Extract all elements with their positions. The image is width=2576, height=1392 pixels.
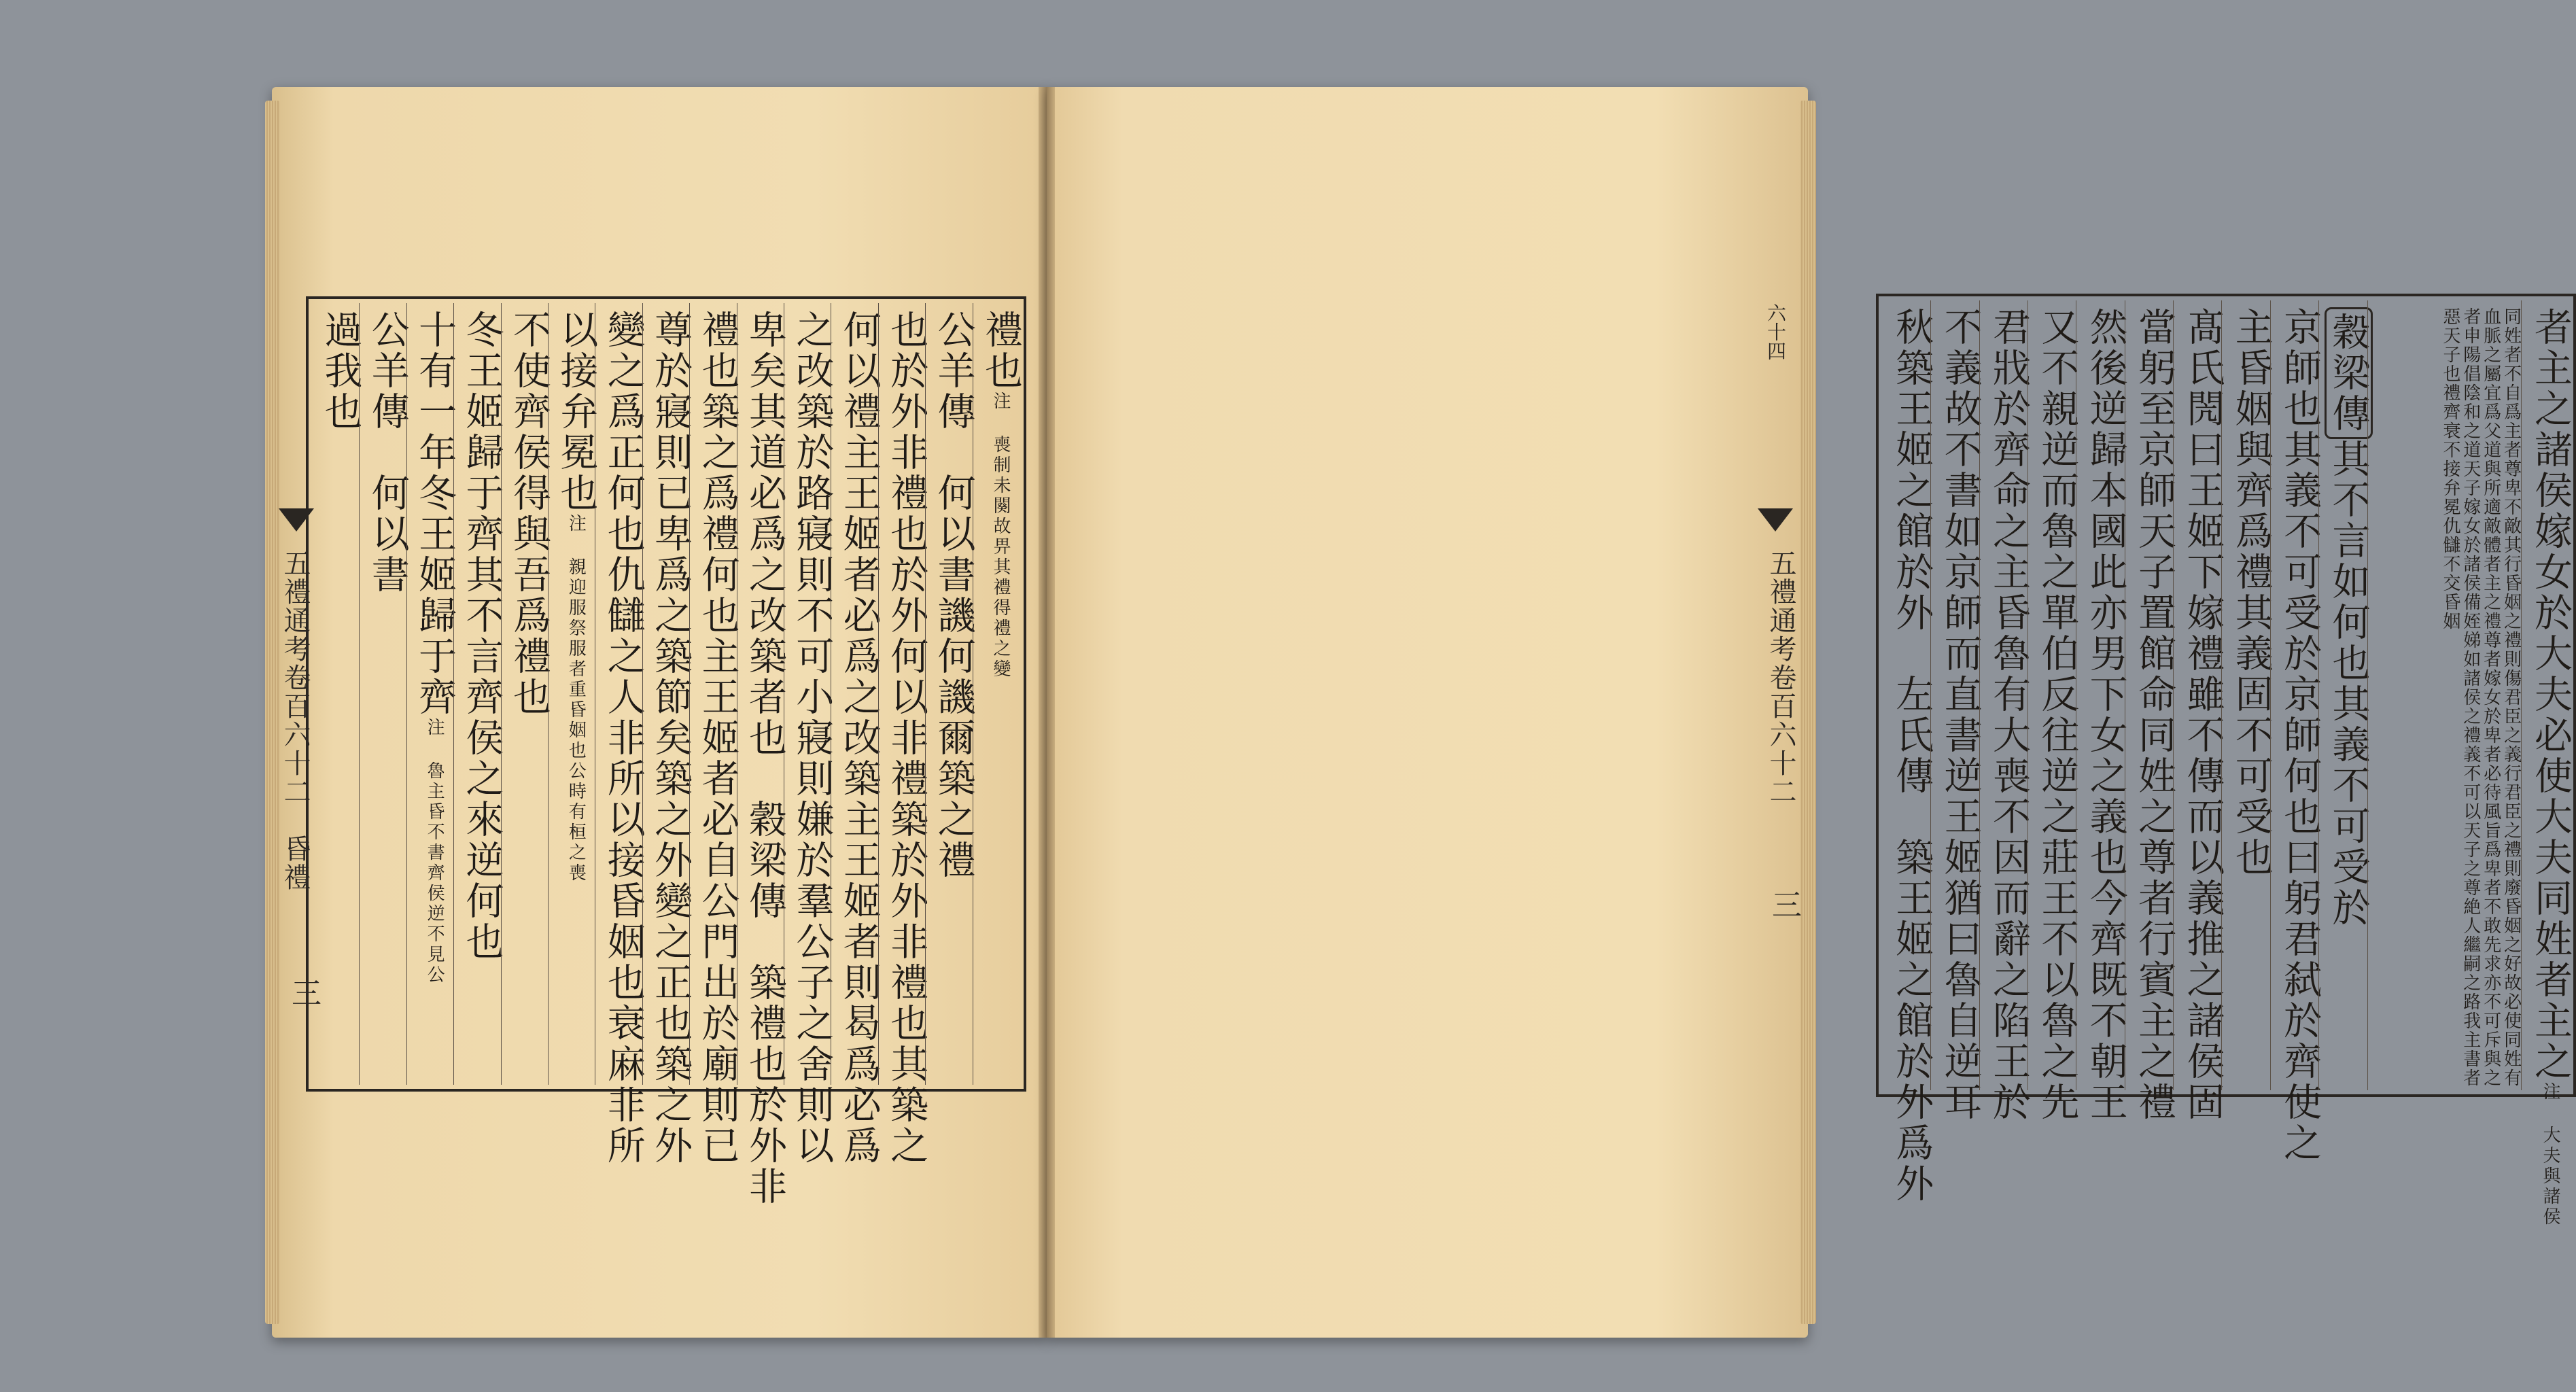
text-column: 禮也注 喪制未闋故畀其禮得禮之變 <box>973 303 1020 1085</box>
right-top-label: 六十四 <box>1764 303 1787 360</box>
text-column: 又不親逆而魯之單伯反往逆之莊王不以魯之先 <box>2027 300 2076 1090</box>
right-page <box>1047 87 2573 1338</box>
text-column: 公羊傳 何以書譏何譏爾築之禮 <box>925 303 972 1085</box>
text-column: 冬王姬歸于齊其不言齊侯之來逆何也 <box>453 303 500 1085</box>
text-column: 穀梁傳其不言如何也其義不可受於 <box>2318 300 2367 1090</box>
text-column: 禮也築之爲禮何也主王姬者必自公門出於廟則已 <box>689 303 736 1085</box>
book-gutter <box>1039 87 1055 1338</box>
right-banxin-title: 五禮通考卷百六十二 <box>1765 549 1796 806</box>
text-column: 者主之諸侯嫁女於大夫必使大夫同姓者主之注 大夫與諸侯 <box>2521 300 2569 1090</box>
text-column: 然後逆歸本國此亦男下女之義也今齊既不朝王 <box>2076 300 2124 1090</box>
right-text-columns <box>1883 300 2573 1228</box>
text-column: 不義故不書如京師而直書逆王姬猶曰魯自逆耳 <box>1930 300 1979 1090</box>
text-column: 卑矣其道必爲之改築者也 穀梁傳 築禮也於外非 <box>737 303 784 1085</box>
left-page-number: 三 <box>286 977 321 1007</box>
left-text-columns <box>313 303 1023 1207</box>
text-column: 變之爲正何也仇讎之人非所以接昏姻也衰麻非所 <box>595 303 642 1085</box>
text-column: 髙氏閌曰王姬下嫁禮雖不傳而以義推之諸侯固 <box>2173 300 2221 1090</box>
text-column: 也於外非禮也於外何以非禮築於外非禮也其築之 <box>878 303 925 1085</box>
text-column: 君戕於齊命之主昏魯有大喪不因而辭之陷王於 <box>1979 300 2027 1090</box>
text-column: 主昏姻與齊爲禮其義固不可受也 <box>2221 300 2269 1090</box>
left-text-frame <box>306 296 1026 1207</box>
text-column: 當躬至京師天子置館命同姓之尊者行賓主之禮 <box>2125 300 2173 1090</box>
text-column: 之改築於路寢則不可小寢則嫌於羣公子之舍則以 <box>784 303 831 1085</box>
text-column: 何以禮主王姬者必爲之改築主王姬者則曷爲必爲 <box>831 303 877 1085</box>
text-column: 過我也 <box>318 310 363 432</box>
text-column: 尊於寢則已卑爲之築節矣築之外變之正也築之外 <box>642 303 689 1085</box>
right-page-number: 三 <box>1766 889 1801 919</box>
text-column: 不使齊侯得與吾爲禮也 <box>501 303 548 1085</box>
text-column: 京師也其義不可受於京師何也曰躬君弑於齊使之 <box>2270 300 2318 1090</box>
page-edges-right <box>1800 101 1816 1324</box>
right-text-frame <box>1876 294 2576 1228</box>
text-column: 以接弁冕也注 親迎服祭服者重昏姻也公時有桓之喪 <box>548 303 595 1085</box>
commentary-column: 同姓者不自爲主者尊卑不敵其行昏姻之禮則傷君臣之義行君臣之禮則廢昏姻之好故必使同姓有血脈之屬宜爲父道與所適敵體者主之禮尊者嫁女於卑者必待風旨爲卑者不敢先求亦不可斥與之者申陽倡陰和之道天子嫁女於諸侯備姪娣如諸侯之禮義不可以天子之尊絶人繼嗣之路我主書者惡天子也禮齊衰不接弁冕仇讎不交昏姻 <box>2367 300 2521 1090</box>
open-book <box>272 87 2573 1351</box>
text-column: 秋築王姬之館於外 左氏傳 築王姬之館於外爲外 <box>1890 307 1934 1204</box>
text-column: 十有一年冬王姬歸于齊注 魯主昏不書齊侯逆不見公 <box>406 303 453 1085</box>
left-page <box>272 87 1047 1338</box>
left-banxin-title: 五禮通考卷百六十二 昏禮 <box>279 549 311 892</box>
fish-tail-mark <box>1758 508 1793 532</box>
text-column: 公羊傳 何以書 <box>359 303 406 1085</box>
